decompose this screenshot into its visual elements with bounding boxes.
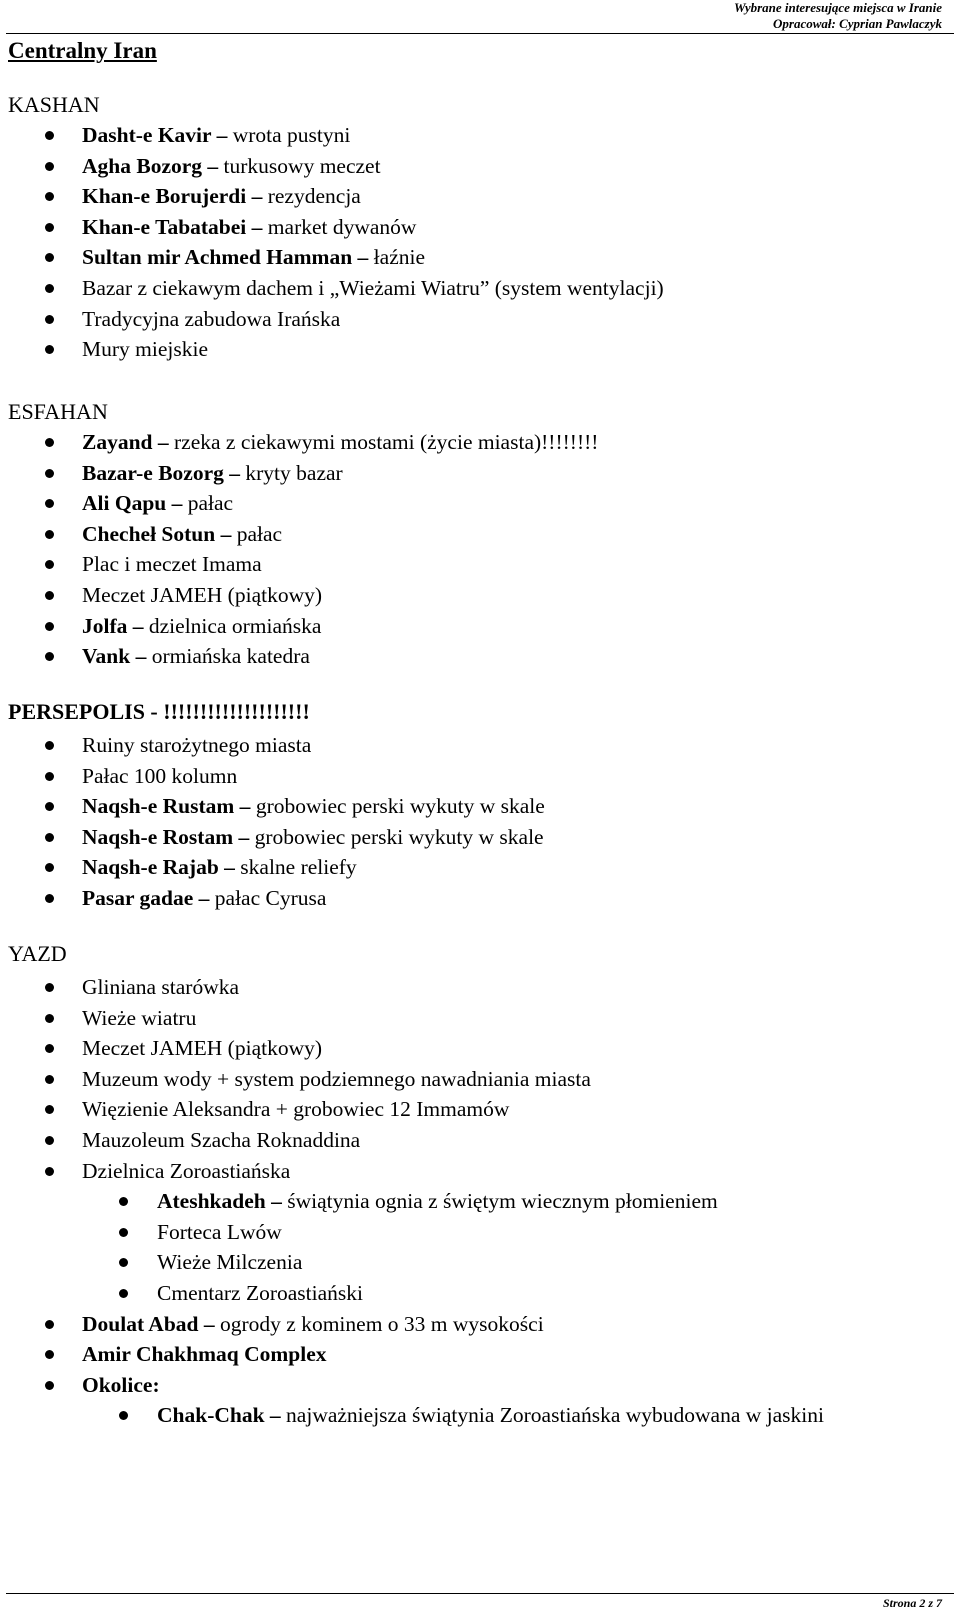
list-item: Khan-e Tabatabei – market dywanów xyxy=(0,212,664,243)
section-heading-yazd: YAZD xyxy=(8,941,67,966)
list-item: Vank – ormiańska katedra xyxy=(0,641,598,672)
list-item: Muzeum wody + system podziemnego nawadniania miasta xyxy=(0,1064,824,1095)
sub-list-item: Ateshkadeh – świątynia ognia z świętym wiecznym płomieniem xyxy=(0,1186,824,1217)
list-item: Amir Chakhmaq Complex xyxy=(0,1339,824,1370)
list-item: Naqsh-e Rajab – skalne reliefy xyxy=(0,852,545,883)
list-item: Bazar-e Bozorg – kryty bazar xyxy=(0,458,598,489)
section-heading-esfahan: ESFAHAN xyxy=(8,399,108,424)
list-item: Naqsh-e Rostam – grobowiec perski wykuty w skale xyxy=(0,822,545,853)
header-divider xyxy=(6,33,954,34)
list-item: Agha Bozorg – turkusowy meczet xyxy=(0,151,664,182)
list-item: Doulat Abad – ogrody z kominem o 33 m wysokości xyxy=(0,1309,824,1340)
list-item: Meczet JAMEH (piątkowy) xyxy=(0,1033,824,1064)
list-item: Gliniana starówka xyxy=(0,972,824,1003)
list-item: Okolice: xyxy=(0,1370,824,1401)
list-item: Pałac 100 kolumn xyxy=(0,761,545,792)
kashan-list xyxy=(0,120,664,365)
header-document-title: Wybrane interesujące miejsca w Iranie xyxy=(734,0,942,15)
list-item: Dzielnica Zoroastiańska xyxy=(0,1156,824,1187)
list-item: Tradycyjna zabudowa Irańska xyxy=(0,304,664,335)
page-title: Centralny Iran xyxy=(8,38,157,63)
list-item: Naqsh-e Rustam – grobowiec perski wykuty w skale xyxy=(0,791,545,822)
list-item: Checheł Sotun – pałac xyxy=(0,519,598,550)
list-item: Jolfa – dzielnica ormiańska xyxy=(0,611,598,642)
footer-divider xyxy=(6,1593,954,1594)
sub-list-item: Wieże Milczenia xyxy=(0,1247,824,1278)
persepolis-list xyxy=(0,730,545,914)
yazd-list xyxy=(0,972,824,1431)
list-item: Mauzoleum Szacha Roknaddina xyxy=(0,1125,824,1156)
list-item: Meczet JAMEH (piątkowy) xyxy=(0,580,598,611)
sub-list-item: Chak-Chak – najważniejsza świątynia Zoroastiańska wybudowana w jaskini xyxy=(0,1400,824,1431)
list-item: Ali Qapu – pałac xyxy=(0,488,598,519)
page-number: Strona 2 z 7 xyxy=(882,1596,942,1610)
list-item: Dasht-e Kavir – wrota pustyni xyxy=(0,120,664,151)
section-heading-kashan: KASHAN xyxy=(8,92,100,117)
list-item: Zayand – rzeka z ciekawymi mostami (życie miasta)!!!!!!!! xyxy=(0,427,598,458)
list-item: Więzienie Aleksandra + grobowiec 12 Immamów xyxy=(0,1094,824,1125)
section-heading-persepolis: PERSEPOLIS - !!!!!!!!!!!!!!!!!!!! xyxy=(8,699,310,724)
sub-list-item: Cmentarz Zoroastiański xyxy=(0,1278,824,1309)
list-item: Khan-e Borujerdi – rezydencja xyxy=(0,181,664,212)
list-item: Bazar z ciekawym dachem i „Wieżami Wiatru” (system wentylacji) xyxy=(0,273,664,304)
page-header xyxy=(734,0,942,32)
list-item: Mury miejskie xyxy=(0,334,664,365)
list-item: Wieże wiatru xyxy=(0,1003,824,1034)
esfahan-list xyxy=(0,427,598,672)
list-item: Plac i meczet Imama xyxy=(0,549,598,580)
list-item: Ruiny starożytnego miasta xyxy=(0,730,545,761)
list-item: Sultan mir Achmed Hamman – łaźnie xyxy=(0,242,664,273)
sub-list-item: Forteca Lwów xyxy=(0,1217,824,1248)
list-item: Pasar gadae – pałac Cyrusa xyxy=(0,883,545,914)
header-author: Opracował: Cyprian Pawlaczyk xyxy=(773,16,942,31)
